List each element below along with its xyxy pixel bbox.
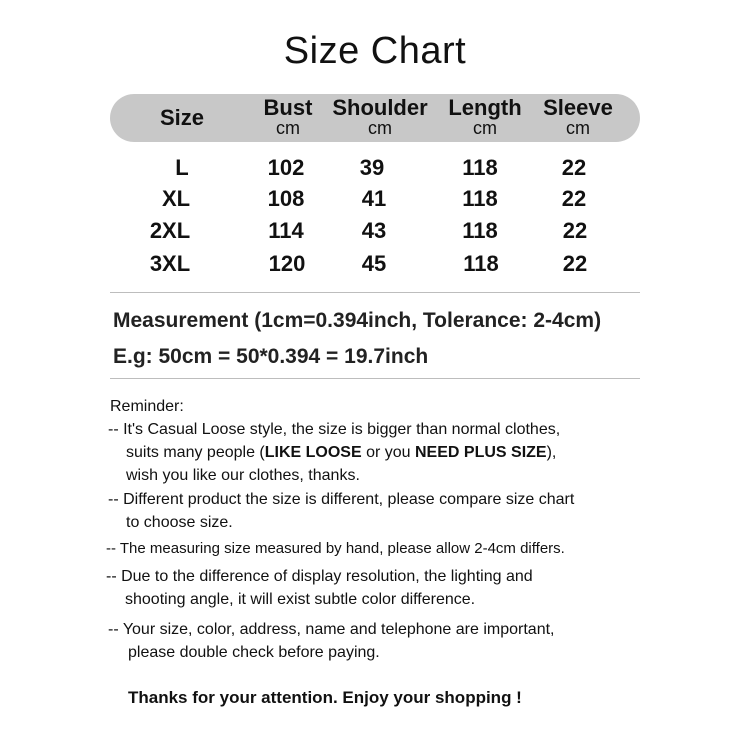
reminder-emphasis-like-loose: LIKE LOOSE bbox=[264, 444, 362, 461]
header-sleeve bbox=[534, 97, 622, 137]
cell-shoulder: 45 bbox=[361, 251, 387, 276]
reminder-line: -- The measuring size measured by hand, please allow 2-4cm differs. bbox=[106, 540, 565, 557]
header-sleeve-unit: cm bbox=[566, 118, 590, 138]
header-size-label: Size bbox=[159, 105, 205, 130]
reminder-line: to choose size. bbox=[126, 514, 233, 531]
reminder-line: -- It's Casual Loose style, the size is bigger than normal clothes, bbox=[108, 421, 561, 438]
cell-size: L bbox=[175, 155, 189, 180]
cell-sleeve: 22 bbox=[562, 251, 588, 276]
header-bust bbox=[246, 97, 330, 137]
cell-shoulder: 41 bbox=[361, 186, 387, 211]
header-shoulder-label: Shoulder bbox=[332, 95, 428, 120]
reminder-item-measuring bbox=[106, 537, 706, 560]
header-length-unit: cm bbox=[473, 118, 497, 138]
reminder-line: wish you like our clothes, thanks. bbox=[126, 467, 360, 484]
table-row bbox=[0, 251, 750, 279]
divider-top bbox=[110, 292, 640, 293]
header-bust-label: Bust bbox=[263, 95, 313, 120]
reminder-text: ), bbox=[546, 444, 557, 461]
cell-sleeve: 22 bbox=[562, 218, 588, 243]
header-bust-unit: cm bbox=[276, 118, 300, 138]
cell-length: 118 bbox=[462, 186, 498, 211]
cell-size: 2XL bbox=[149, 218, 191, 243]
reminder-item-display bbox=[106, 565, 706, 611]
table-row bbox=[0, 155, 750, 183]
header-shoulder-unit: cm bbox=[368, 118, 392, 138]
reminder-line: -- Due to the difference of display resolution, the lighting and bbox=[106, 568, 533, 585]
reminder-heading: Reminder: bbox=[110, 398, 184, 415]
reminder-line: -- Your size, color, address, name and telephone are important, bbox=[108, 621, 555, 638]
table-row bbox=[0, 186, 750, 214]
thanks-message: Thanks for your attention. Enjoy your shopping ! bbox=[128, 688, 522, 707]
cell-bust: 102 bbox=[267, 155, 305, 180]
measurement-example: E.g: 50cm = 50*0.394 = 19.7inch bbox=[113, 345, 429, 368]
header-sleeve-label: Sleeve bbox=[543, 95, 613, 120]
reminder-text: or you bbox=[361, 444, 415, 461]
cell-length: 118 bbox=[463, 251, 499, 276]
header-length-label: Length bbox=[448, 95, 522, 120]
cell-size: 3XL bbox=[149, 251, 191, 276]
cell-bust: 108 bbox=[267, 186, 305, 211]
reminder-line bbox=[108, 441, 708, 464]
reminder-line: shooting angle, it will exist subtle color difference. bbox=[125, 591, 476, 608]
cell-sleeve: 22 bbox=[561, 186, 587, 211]
reminder-line: please double check before paying. bbox=[128, 644, 380, 661]
header-size bbox=[140, 107, 224, 129]
table-row bbox=[0, 218, 750, 246]
measurement-note: Measurement (1cm=0.394inch, Tolerance: 2-4cm) bbox=[113, 309, 602, 332]
cell-length: 118 bbox=[462, 155, 498, 180]
cell-size: XL bbox=[161, 186, 191, 211]
reminder-item-double-check bbox=[108, 618, 708, 664]
reminder-text: suits many people ( bbox=[126, 444, 265, 461]
cell-length: 118 bbox=[462, 218, 498, 243]
divider-bottom bbox=[110, 378, 640, 379]
header-length bbox=[440, 97, 530, 137]
cell-sleeve: 22 bbox=[561, 155, 587, 180]
reminder-item-different-product bbox=[108, 488, 708, 534]
page-title: Size Chart bbox=[283, 30, 467, 72]
reminder-item-loose-style bbox=[108, 418, 708, 487]
header-shoulder bbox=[330, 97, 430, 137]
cell-bust: 120 bbox=[268, 251, 306, 276]
cell-shoulder: 43 bbox=[361, 218, 387, 243]
cell-bust: 114 bbox=[268, 218, 304, 243]
reminder-line: -- Different product the size is different, please compare size chart bbox=[108, 491, 575, 508]
reminder-emphasis-plus-size: NEED PLUS SIZE bbox=[415, 444, 547, 461]
cell-shoulder: 39 bbox=[359, 155, 385, 180]
